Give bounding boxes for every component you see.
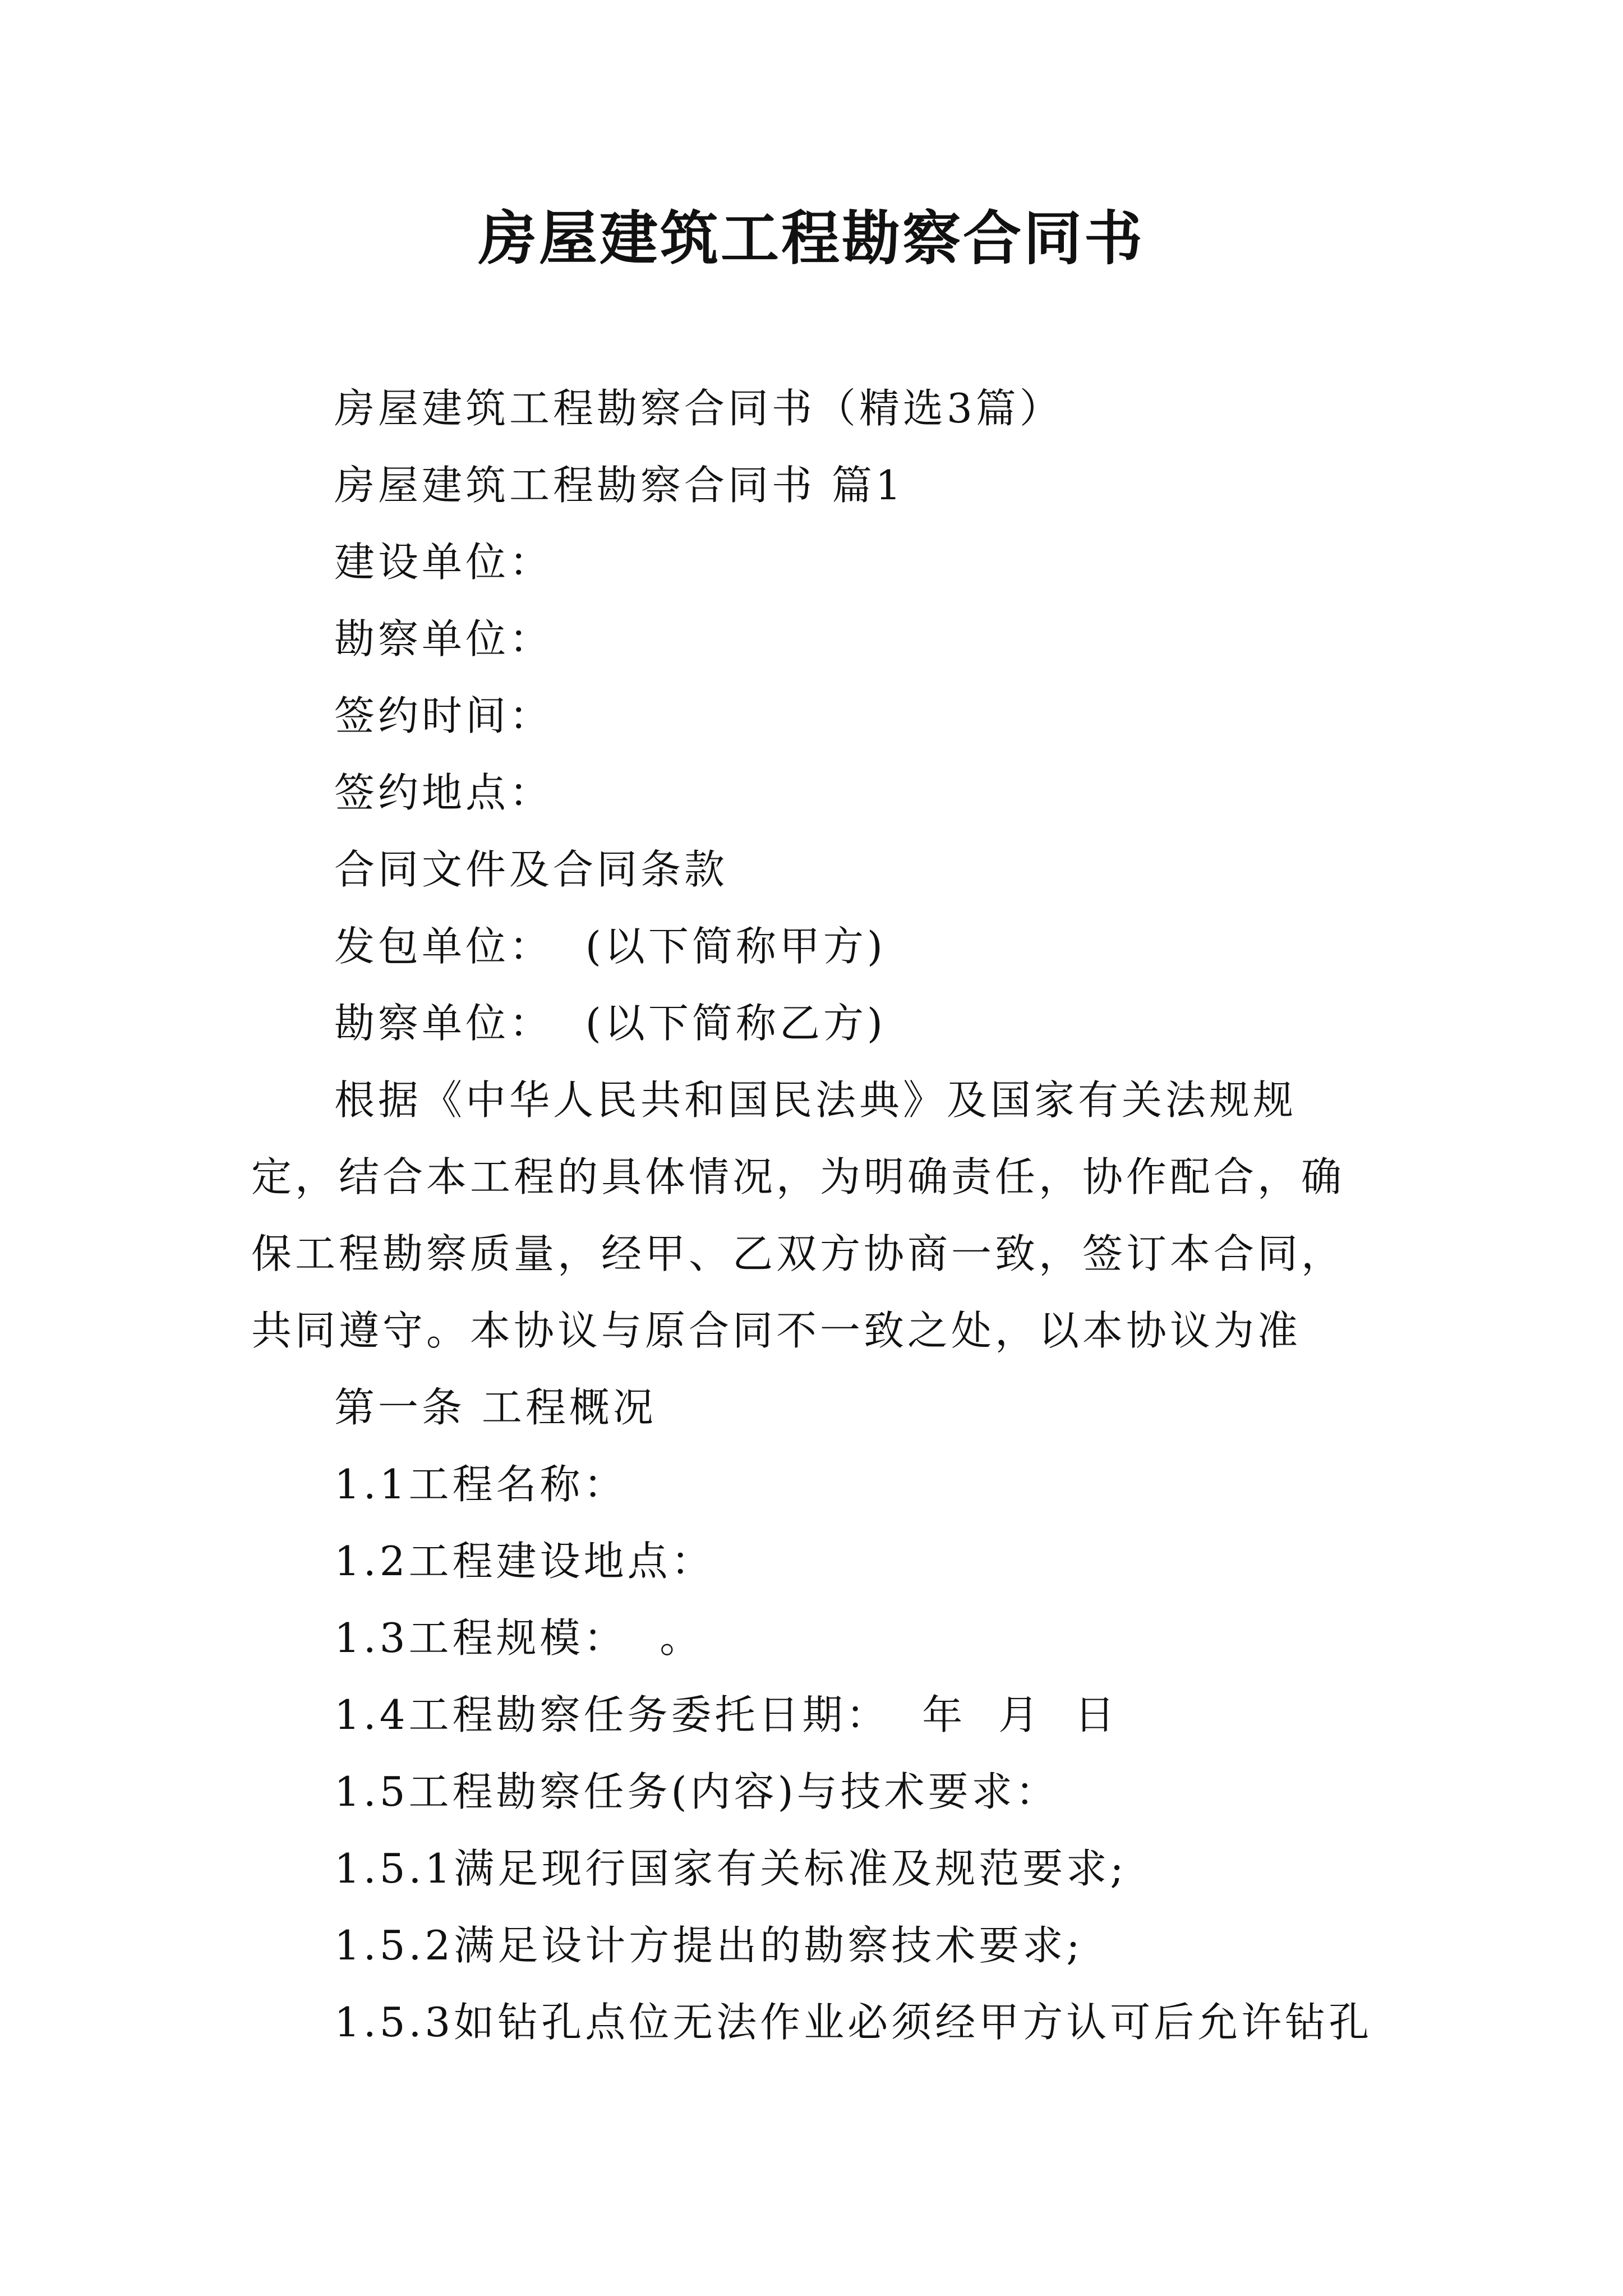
- document-title: 房屋建筑工程勘察合同书: [478, 204, 1145, 273]
- paragraph-item-1-4: 1.4工程勘察任务委托日期： 年 月 日: [334, 1691, 1118, 1738]
- paragraph-signing-place: 签约地点：: [334, 769, 554, 816]
- paragraph-construction-unit: 建设单位：: [334, 539, 554, 586]
- paragraph-survey-unit: 勘察单位：: [334, 615, 554, 662]
- paragraph-item-1-1: 1.1工程名称：: [334, 1461, 628, 1508]
- paragraph-item-1-5-1: 1.5.1满足现行国家有关标准及规范要求;: [334, 1845, 1127, 1892]
- paragraph-party-a: 发包单位： (以下简称甲方): [334, 923, 886, 970]
- paragraph-item-1-5-2: 1.5.2满足设计方提出的勘察技术要求;: [334, 1922, 1083, 1969]
- paragraph-item-1-5: 1.5工程勘察任务(内容)与技术要求：: [334, 1768, 1059, 1815]
- paragraph-article-one: 第一条 工程概况: [334, 1384, 657, 1431]
- paragraph-signing-time: 签约时间：: [334, 692, 554, 739]
- paragraph-contract-documents: 合同文件及合同条款: [334, 846, 728, 893]
- paragraph-party-b: 勘察单位： (以下简称乙方): [334, 1000, 886, 1047]
- document-body: [251, 370, 1378, 2061]
- paragraph-item-1-5-3: 1.5.3如钻孔点位无法作业必须经甲方认可后允许钻孔: [334, 1999, 1373, 2046]
- paragraph-preamble: 根据《中华人民共和国民法典》及国家有关法规规定，结合本工程的具体情况，为明确责任，协作配合，确保工程勘察质量，经甲、乙双方协商一致，签订本合同，共同遵守。本协议与原合同不一致之处，以本协议为准: [251, 1076, 1345, 1354]
- paragraph-item-1-3: 1.3工程规模： 。: [334, 1614, 704, 1662]
- paragraph-item-1-2: 1.2工程建设地点：: [334, 1538, 715, 1585]
- paragraph-subtitle: 房屋建筑工程勘察合同书（精选3篇）: [334, 385, 1063, 432]
- paragraph-section-heading: 房屋建筑工程勘察合同书 篇1: [334, 462, 905, 509]
